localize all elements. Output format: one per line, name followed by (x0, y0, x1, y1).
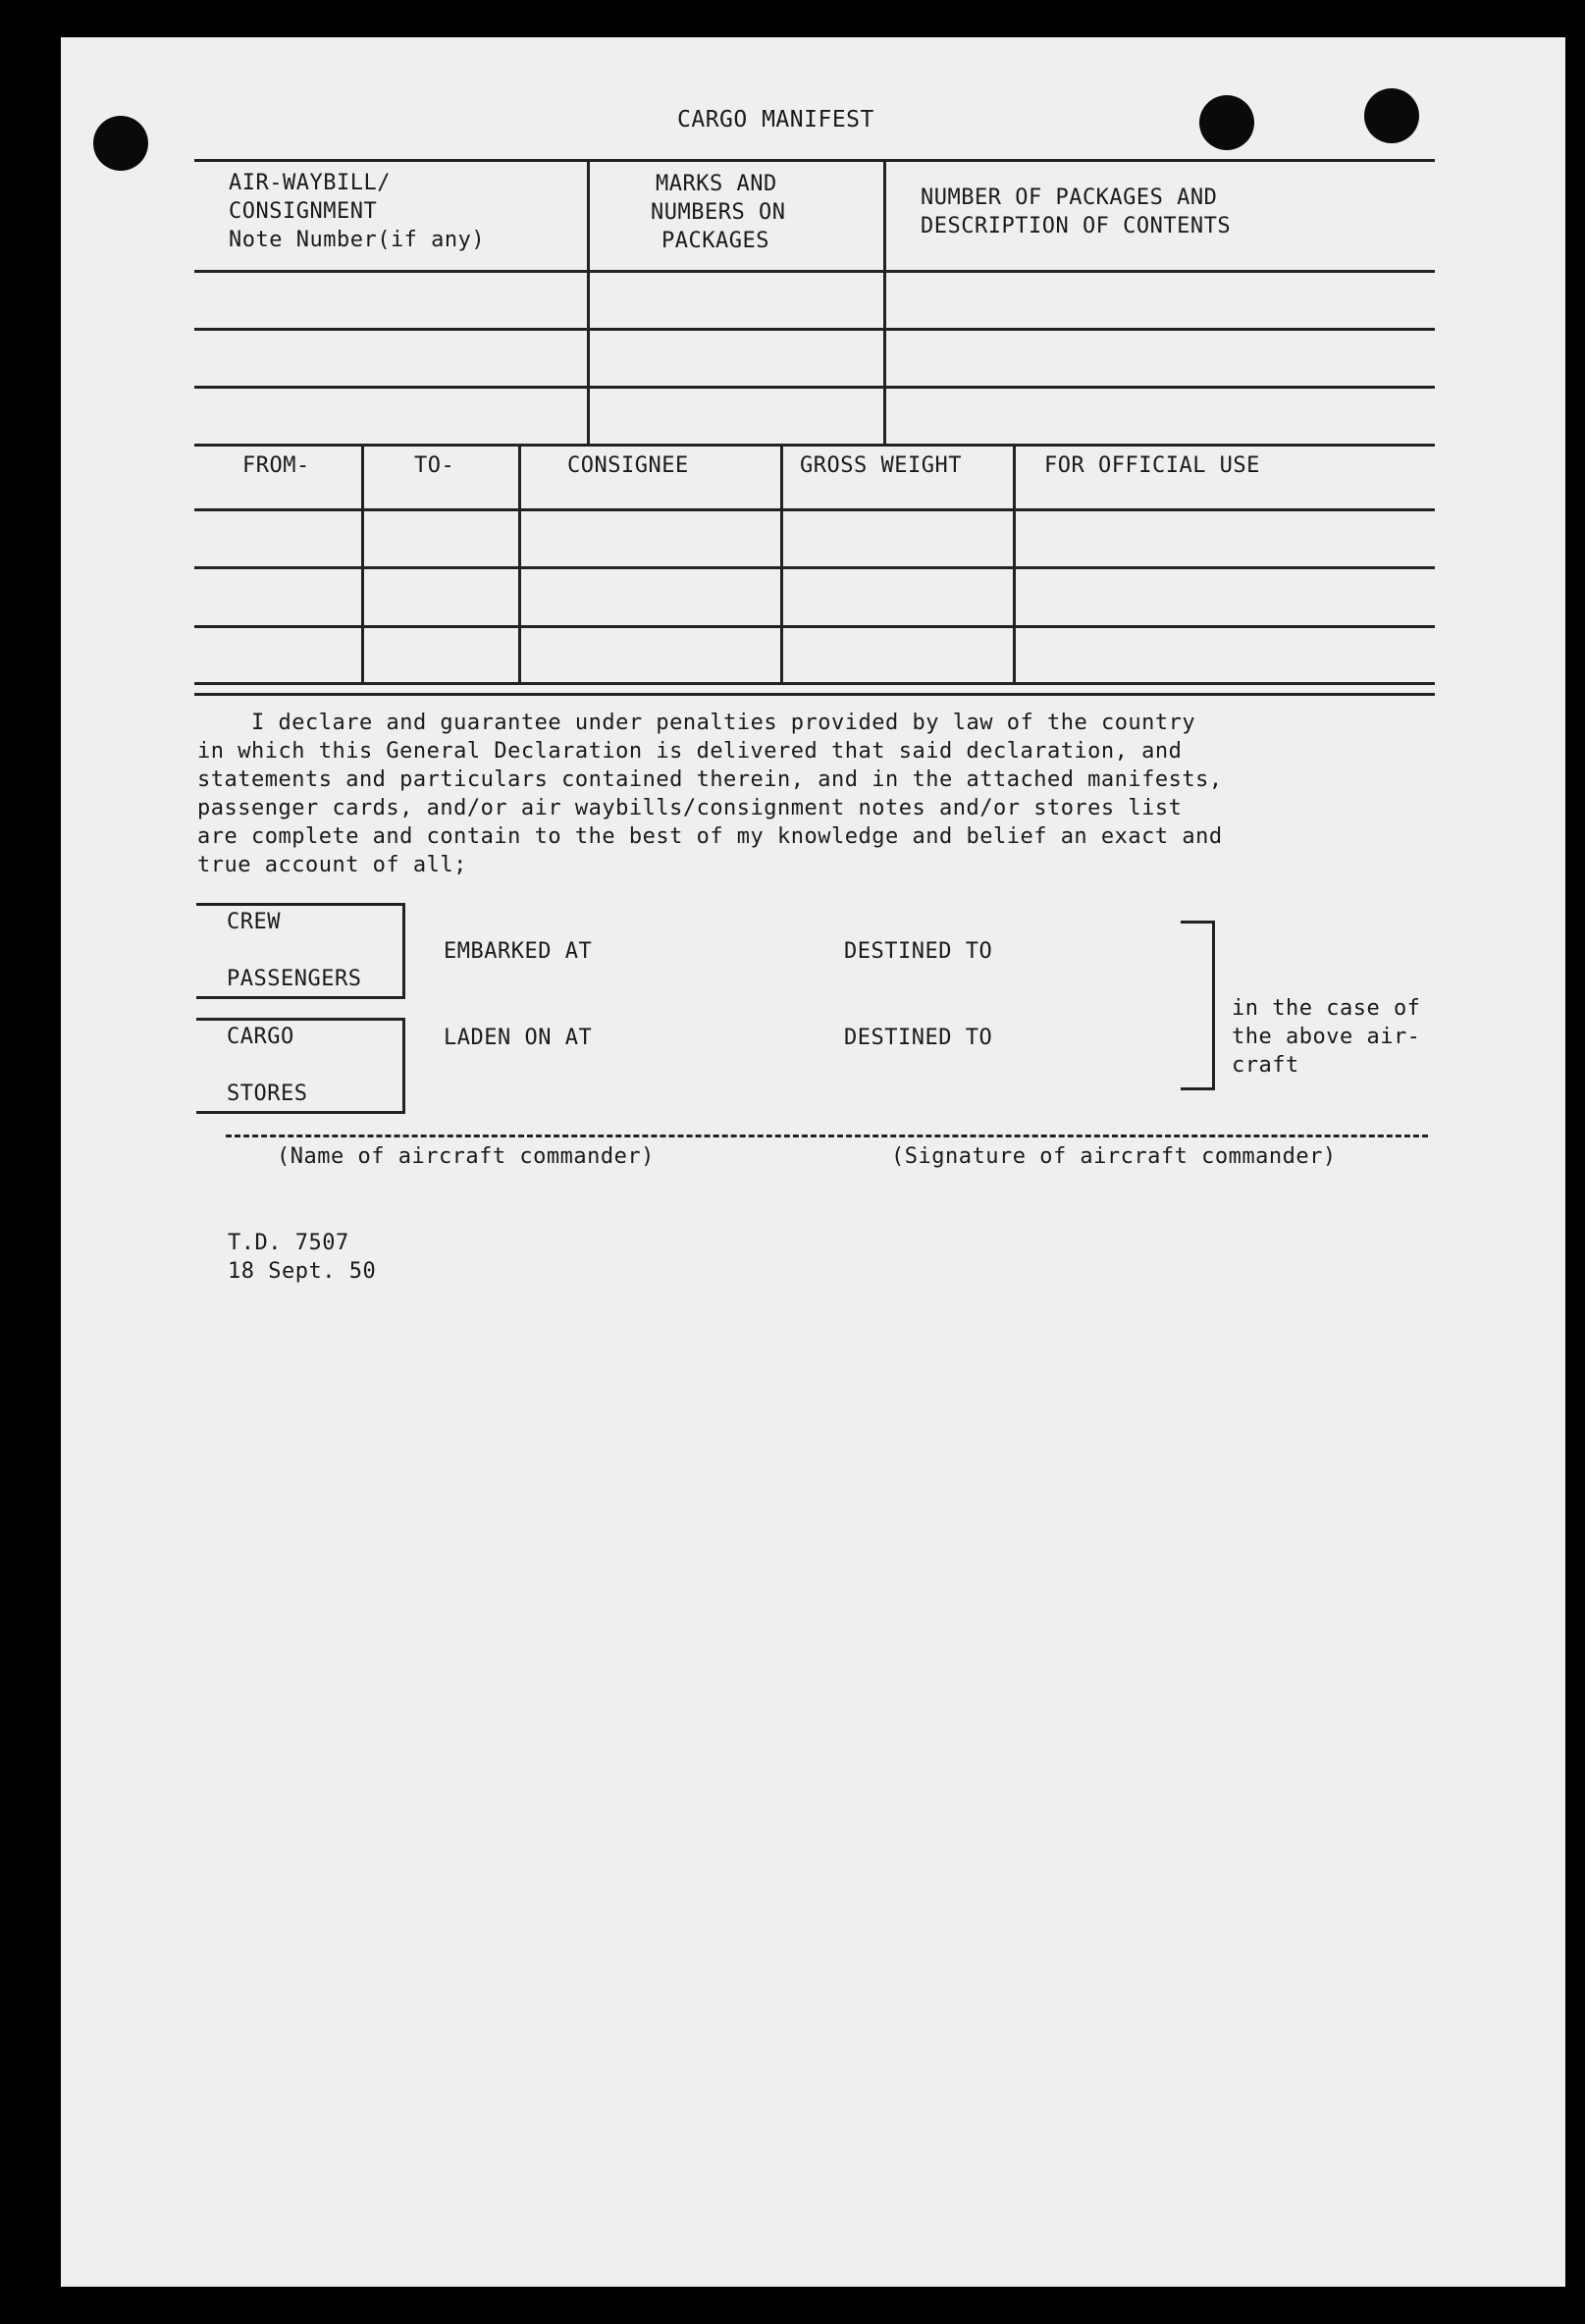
case-note-line-3: craft (1232, 1053, 1299, 1078)
header-consignee: CONSIGNEE (567, 453, 689, 478)
form-number: T.D. 7507 (228, 1231, 349, 1255)
bottom-table-divider-3 (780, 444, 783, 685)
bracket-bottom (1181, 1087, 1214, 1090)
top-table-row-line-1 (194, 270, 1435, 273)
header-numbers-on: NUMBERS ON (651, 200, 786, 225)
bottom-table-row-line-2 (194, 566, 1435, 569)
bottom-table-row-line-3 (194, 625, 1435, 628)
header-for-official-use: FOR OFFICIAL USE (1044, 453, 1260, 478)
header-consignment: CONSIGNMENT (229, 199, 378, 224)
label-destined-to-1: DESTINED TO (844, 939, 993, 964)
bracket-top (1181, 921, 1214, 924)
punch-hole-right-1 (1199, 95, 1254, 150)
label-signature-of-commander: (Signature of aircraft commander) (891, 1144, 1337, 1169)
bottom-table-row-line-1 (194, 508, 1435, 511)
label-crew: CREW (227, 910, 281, 934)
header-description-of-contents: DESCRIPTION OF CONTENTS (921, 214, 1232, 238)
header-note-number: Note Number(if any) (229, 228, 486, 252)
bracket-vertical (1212, 921, 1215, 1090)
case-note-line-1: in the case of (1232, 996, 1421, 1021)
declaration-line-6: true account of all; (197, 853, 467, 877)
label-cargo: CARGO (227, 1025, 294, 1049)
label-stores: STORES (227, 1082, 308, 1106)
declaration-line-3: statements and particulars contained therein, and in the attached manifests, (197, 767, 1223, 792)
form-date: 18 Sept. 50 (228, 1259, 377, 1284)
punch-hole-left (93, 116, 148, 171)
header-number-of-packages: NUMBER OF PACKAGES AND (921, 185, 1218, 210)
header-from: FROM- (242, 453, 310, 478)
label-embarked-at: EMBARKED AT (444, 939, 593, 964)
declaration-line-1: I declare and guarantee under penalties provided by law of the country (251, 711, 1196, 735)
header-air-waybill: AIR-WAYBILL/ (229, 171, 391, 195)
punch-hole-right-2 (1364, 88, 1419, 143)
bottom-table-divider-1 (361, 444, 364, 685)
declaration-line-5: are complete and contain to the best of my knowledge and belief an exact and (197, 824, 1223, 849)
declaration-line-2: in which this General Declaration is delivered that said declaration, and (197, 739, 1183, 764)
header-packages: PACKAGES (661, 229, 769, 253)
bottom-table-bottom-line-b (194, 693, 1435, 696)
label-laden-on-at: LADEN ON AT (444, 1026, 593, 1050)
top-table-divider-2 (883, 159, 886, 444)
bottom-table-divider-4 (1013, 444, 1016, 685)
bottom-table-divider-2 (518, 444, 521, 685)
header-gross-weight: GROSS WEIGHT (800, 453, 962, 478)
label-name-of-commander: (Name of aircraft commander) (277, 1144, 655, 1169)
label-passengers: PASSENGERS (227, 967, 362, 991)
declaration-line-4: passenger cards, and/or air waybills/consignment notes and/or stores list (197, 796, 1183, 820)
header-to: TO- (414, 453, 455, 478)
label-destined-to-2: DESTINED TO (844, 1026, 993, 1050)
top-table-top-border (194, 159, 1435, 162)
bottom-table-bottom-line-a (194, 682, 1435, 685)
top-table-row-line-2 (194, 328, 1435, 331)
top-table-divider-1 (587, 159, 590, 444)
header-marks-and: MARKS AND (656, 172, 777, 196)
top-table-bottom-border (194, 444, 1435, 447)
top-table-row-line-3 (194, 386, 1435, 389)
document-title: CARGO MANIFEST (677, 107, 874, 132)
case-note-line-2: the above air- (1232, 1025, 1421, 1049)
signature-dashed-line (226, 1135, 1428, 1137)
